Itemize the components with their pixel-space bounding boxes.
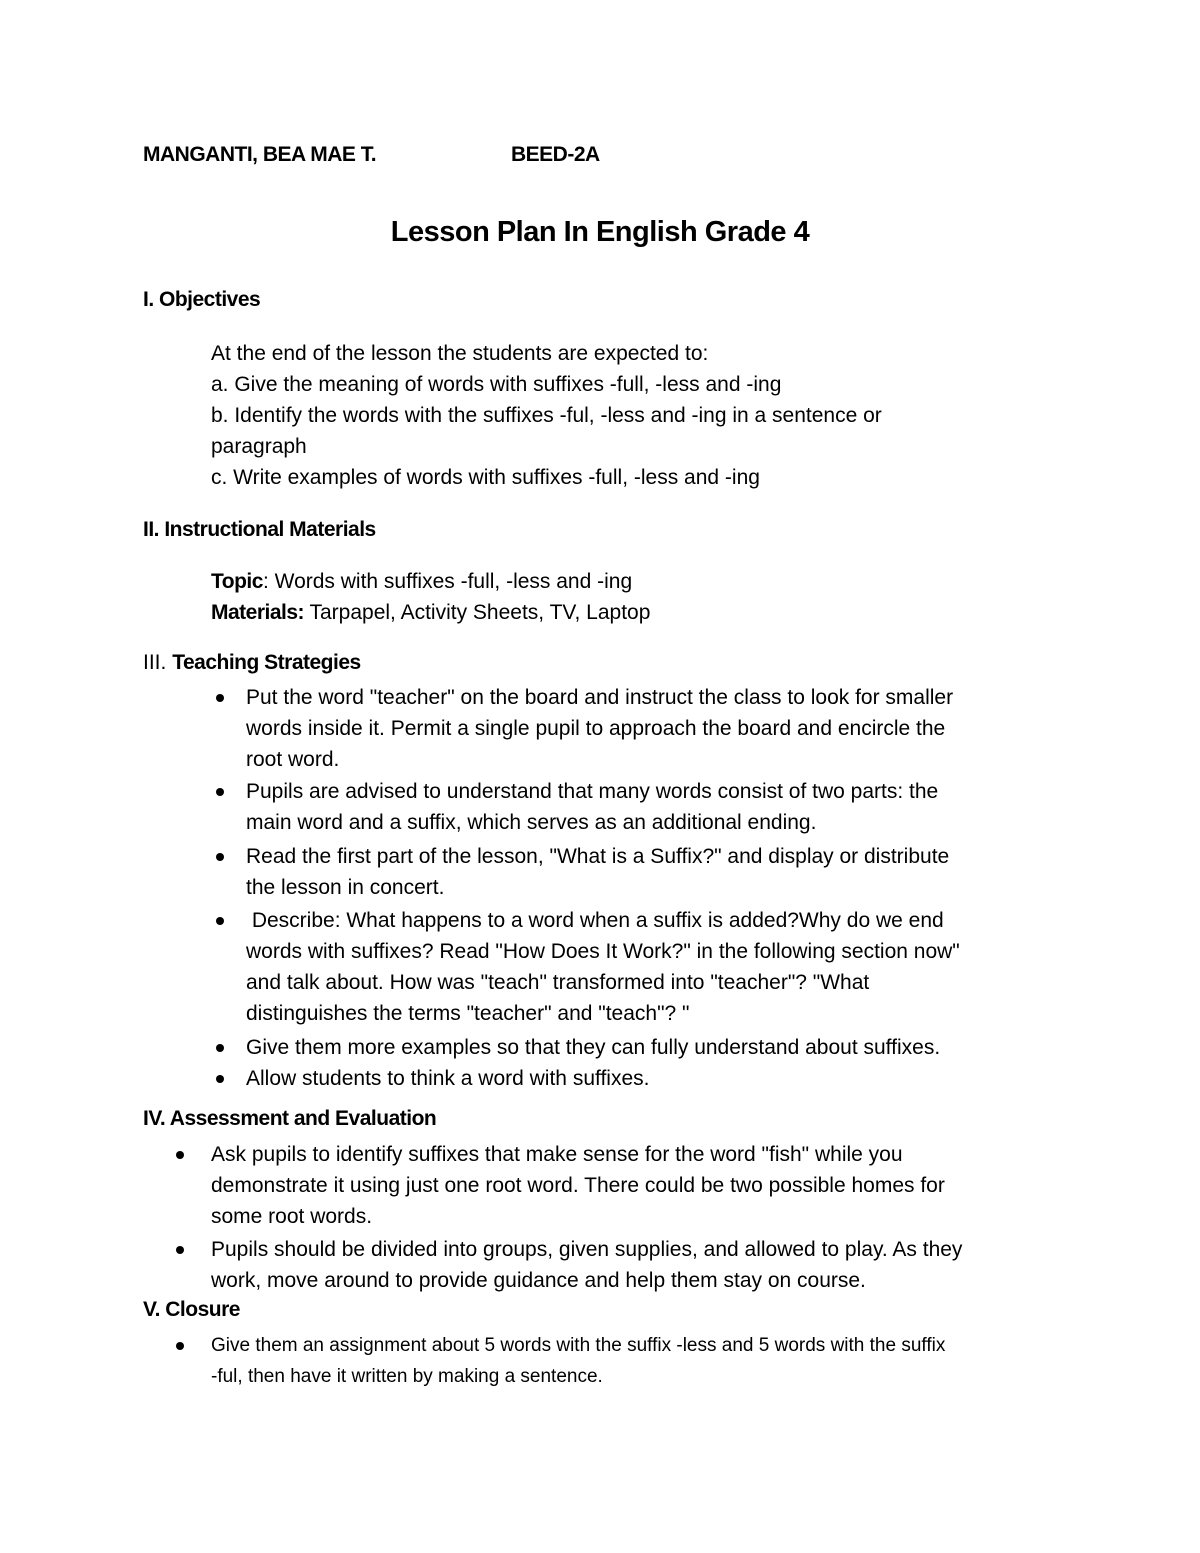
strategies-heading [143, 651, 361, 675]
strategy-item-line: distinguishes the terms "teacher" and "teach"? " [246, 1002, 690, 1025]
strategy-item-line: Describe: What happens to a word when a suffix is added?Why do we end [246, 909, 944, 932]
objective-item: c. Write examples of words with suffixes -full, -less and -ing [211, 466, 760, 489]
strategy-item-line: Read the first part of the lesson, "What is a Suffix?" and display or distribute [246, 845, 950, 868]
bullet-icon [216, 1075, 224, 1083]
objective-item: paragraph [211, 435, 307, 458]
topic-label: Topic [211, 570, 263, 593]
section-label: BEED-2A [511, 143, 600, 166]
bullet-icon [216, 917, 224, 925]
strategy-item-line: words with suffixes? Read "How Does It Work?" in the following section now" [246, 940, 960, 963]
bullet-icon [216, 788, 224, 796]
assessment-item-line: work, move around to provide guidance and help them stay on course. [211, 1269, 866, 1292]
closure-item-line: Give them an assignment about 5 words with the suffix -less and 5 words with the suffix [211, 1335, 946, 1356]
assessment-item-line: Ask pupils to identify suffixes that make sense for the word "fish" while you [211, 1143, 903, 1166]
strategy-item-line: Give them more examples so that they can fully understand about suffixes. [246, 1036, 941, 1059]
strategy-item-line: Allow students to think a word with suffixes. [246, 1067, 650, 1090]
objective-item: a. Give the meaning of words with suffixes -full, -less and -ing [211, 373, 782, 396]
bullet-icon [176, 1151, 184, 1159]
bullet-icon [176, 1246, 184, 1254]
strategy-item-line: main word and a suffix, which serves as an additional ending. [246, 811, 817, 834]
bullet-icon [216, 1044, 224, 1052]
strategies-heading-text: Teaching Strategies [172, 651, 361, 674]
objective-item: b. Identify the words with the suffixes -ful, -less and -ing in a sentence or [211, 404, 882, 427]
strategy-item-line: root word. [246, 748, 340, 771]
strategy-item-line: Put the word "teacher" on the board and instruct the class to look for smaller [246, 686, 954, 709]
closure-heading: V. Closure [143, 1298, 240, 1321]
assessment-item-line: some root words. [211, 1205, 373, 1228]
assessment-item-line: Pupils should be divided into groups, given supplies, and allowed to play. As they [211, 1238, 963, 1261]
topic-line [211, 566, 632, 597]
topic-value: : Words with suffixes -full, -less and -ing [262, 570, 633, 593]
strategy-item-line: the lesson in concert. [246, 876, 445, 899]
assessment-heading: IV. Assessment and Evaluation [143, 1107, 437, 1130]
objectives-heading: I. Objectives [143, 288, 261, 311]
materials-line [211, 597, 650, 628]
materials-heading: II. Instructional Materials [143, 518, 376, 541]
bullet-icon [216, 694, 224, 702]
bullet-icon [216, 853, 224, 861]
objectives-intro: At the end of the lesson the students are expected to: [211, 342, 709, 365]
materials-value: Tarpapel, Activity Sheets, TV, Laptop [304, 601, 651, 624]
page-title: Lesson Plan In English Grade 4 [390, 216, 810, 248]
student-name: MANGANTI, BEA MAE T. [143, 143, 377, 166]
bullet-icon [176, 1342, 184, 1350]
strategy-item-line: words inside it. Permit a single pupil to approach the board and encircle the [246, 717, 946, 740]
strategies-heading-prefix: III. [143, 651, 167, 674]
strategy-item-line: Pupils are advised to understand that many words consist of two parts: the [246, 780, 939, 803]
assessment-item-line: demonstrate it using just one root word. There could be two possible homes for [211, 1174, 945, 1197]
closure-item-line: -ful, then have it written by making a sentence. [211, 1366, 603, 1387]
strategy-item-line: and talk about. How was "teach" transformed into "teacher"? "What [246, 971, 870, 994]
materials-label: Materials: [211, 601, 305, 624]
